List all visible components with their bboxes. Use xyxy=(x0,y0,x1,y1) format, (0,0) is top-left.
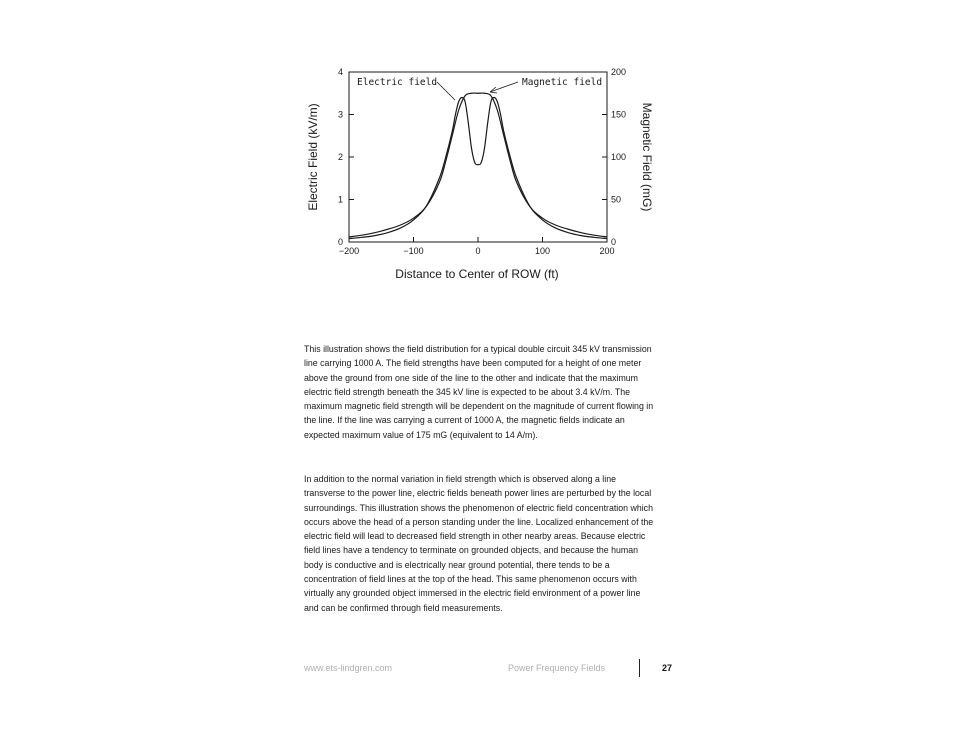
right-tick-label: 200 xyxy=(611,67,627,77)
annotation-magnetic-arrow xyxy=(490,82,518,92)
right-tick-label: 100 xyxy=(611,152,627,162)
annotation-electric-arrow xyxy=(437,82,455,100)
x-axis-label: Distance to Center of ROW (ft) xyxy=(395,267,559,281)
left-tick-label: 0 xyxy=(337,237,343,247)
paragraph-field-distribution: This illustration shows the field distribution for a typical double circuit 345 kV transmission line carrying 1000 A. The field strengths have been computed for a height of one meter above the ground from one side of the line to the other and indicate that the maximum electric field strength beneath the 345 kV line is expected to be about 3.4 kV/m. The maximum magnetic field strength will be dependent on the magnitude of current flowing in the line. If the line was carrying a current of 1000 A, the magnetic fields indicate an expected maximum value of 175 mG (equivalent to 14 A/m). xyxy=(304,344,654,440)
left-tick-label: 1 xyxy=(337,194,343,205)
right-tick-label: 0 xyxy=(611,237,617,247)
x-tick-label: −200 xyxy=(338,246,360,256)
field-chart xyxy=(300,60,660,290)
right-axis-ticks xyxy=(602,67,626,247)
left-tick-label: 4 xyxy=(337,67,343,77)
footer-divider xyxy=(639,659,640,677)
page-number: 27 xyxy=(662,663,673,673)
paragraph-field-perturbation: In addition to the normal variation in field strength which is observed along a line transverse to the power line, electric fields beneath power lines are perturbed by the local surroundings. This illustration shows the phenomenon of electric field concentration which occurs above the head of a person standing under the line. Localized enhancement of the electric field will lead to decreased field strength in other nearby areas. Because electric field lines have a tendency to terminate on grounded objects, and because the human body is conductive and is electrically near ground potential, there tends to be a concentration of field lines at the top of the head. This same phenomenon occurs with virtually any grounded object immersed in the electric field environment of a power line and can be confirmed through field measurements. xyxy=(304,474,654,613)
series-layer xyxy=(349,93,607,239)
right-tick-label: 150 xyxy=(611,109,627,120)
footer-title: Power Frequency Fields xyxy=(508,663,606,673)
x-tick-label: −100 xyxy=(403,246,424,256)
x-tick-label: 0 xyxy=(475,246,481,256)
left-tick-label: 2 xyxy=(337,152,343,162)
plot-frame xyxy=(349,72,607,242)
left-tick-label: 3 xyxy=(337,109,343,120)
y-axis-label-left: Electric Field (kV/m) xyxy=(306,103,320,211)
left-axis-ticks xyxy=(338,67,354,247)
x-tick-label: 200 xyxy=(599,246,615,256)
annotation-magnetic-field: Magnetic field xyxy=(522,77,603,88)
x-tick-label: 100 xyxy=(534,246,551,256)
electric-field-line xyxy=(349,98,607,239)
footer-url: www.ets-lindgren.com xyxy=(304,663,393,673)
y-axis-label-right: Magnetic Field (mG) xyxy=(640,102,654,212)
annotation-electric-field: Electric field xyxy=(357,77,438,88)
right-tick-label: 50 xyxy=(611,194,622,205)
x-axis-ticks xyxy=(339,237,615,256)
